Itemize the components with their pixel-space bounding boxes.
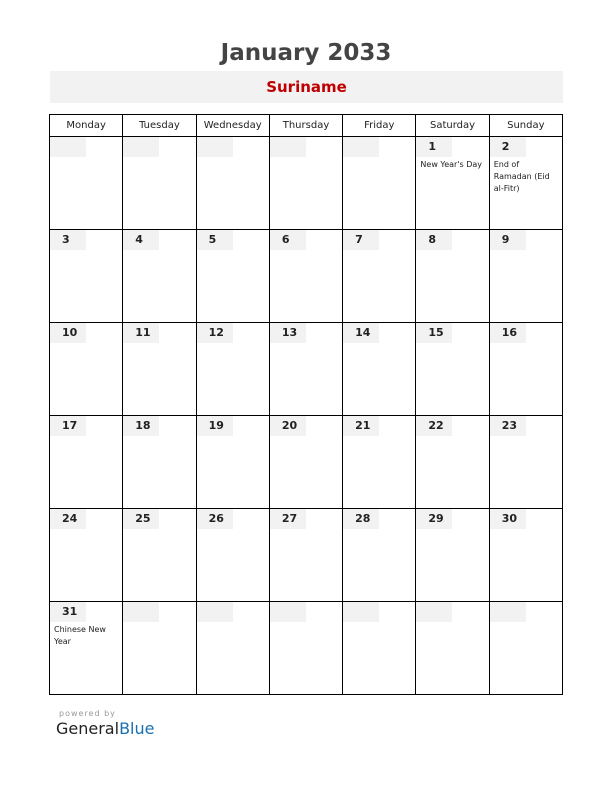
day-number: 22 bbox=[416, 416, 452, 436]
day-number: 30 bbox=[490, 509, 526, 529]
holiday-label: End of Ramadan (Eid al-Fitr) bbox=[493, 160, 550, 193]
calendar-week-row bbox=[50, 416, 563, 509]
weekday-monday: Monday bbox=[50, 115, 123, 137]
calendar-day-cell bbox=[343, 416, 416, 509]
day-number: 16 bbox=[490, 323, 526, 343]
calendar-week-row bbox=[50, 137, 563, 230]
day-number: 29 bbox=[416, 509, 452, 529]
day-number: 19 bbox=[197, 416, 233, 436]
day-number: 12 bbox=[197, 323, 233, 343]
day-number bbox=[123, 602, 159, 622]
calendar-day-cell bbox=[489, 230, 562, 323]
calendar-day-cell bbox=[50, 602, 123, 695]
calendar-week-row bbox=[50, 230, 563, 323]
calendar-day-cell bbox=[269, 509, 342, 602]
holiday-label: Chinese New Year bbox=[54, 625, 106, 646]
calendar-day-cell bbox=[416, 602, 489, 695]
page-title: January 2033 bbox=[220, 40, 392, 66]
brand-name bbox=[56, 719, 154, 738]
day-number: 21 bbox=[343, 416, 379, 436]
weekday-friday: Friday bbox=[343, 115, 416, 137]
calendar-day-cell bbox=[196, 137, 269, 230]
day-number: 5 bbox=[197, 230, 233, 250]
weekday-saturday: Saturday bbox=[416, 115, 489, 137]
calendar-day-cell bbox=[50, 137, 123, 230]
calendar-grid bbox=[49, 114, 563, 695]
calendar-day-cell bbox=[489, 323, 562, 416]
day-number: 26 bbox=[197, 509, 233, 529]
day-number: 2 bbox=[490, 137, 526, 157]
calendar-day-cell bbox=[50, 323, 123, 416]
day-number bbox=[270, 602, 306, 622]
day-number bbox=[343, 137, 379, 157]
calendar-day-cell bbox=[50, 509, 123, 602]
day-number: 23 bbox=[490, 416, 526, 436]
calendar-day-cell bbox=[489, 509, 562, 602]
calendar-day-cell bbox=[123, 137, 196, 230]
calendar-day-cell bbox=[269, 137, 342, 230]
day-number: 18 bbox=[123, 416, 159, 436]
calendar-day-cell bbox=[416, 323, 489, 416]
country-banner bbox=[50, 71, 563, 103]
calendar-day-cell bbox=[343, 323, 416, 416]
calendar-day-cell bbox=[269, 323, 342, 416]
calendar-day-cell bbox=[123, 323, 196, 416]
calendar-day-cell bbox=[269, 230, 342, 323]
calendar-day-cell bbox=[343, 137, 416, 230]
calendar-day-cell bbox=[123, 602, 196, 695]
calendar-day-cell bbox=[343, 230, 416, 323]
powered-by-text: powered by bbox=[59, 709, 116, 718]
day-number bbox=[197, 137, 233, 157]
calendar-day-cell bbox=[50, 416, 123, 509]
day-number: 9 bbox=[490, 230, 526, 250]
day-number bbox=[270, 137, 306, 157]
calendar-day-cell bbox=[269, 416, 342, 509]
day-number bbox=[197, 602, 233, 622]
day-number: 27 bbox=[270, 509, 306, 529]
calendar-day-cell bbox=[123, 230, 196, 323]
day-number bbox=[416, 602, 452, 622]
calendar-day-cell bbox=[123, 509, 196, 602]
weekday-thursday: Thursday bbox=[269, 115, 342, 137]
day-number bbox=[123, 137, 159, 157]
calendar-day-cell bbox=[123, 416, 196, 509]
calendar-week-row bbox=[50, 602, 563, 695]
day-number: 7 bbox=[343, 230, 379, 250]
calendar-day-cell bbox=[489, 137, 562, 230]
calendar-day-cell bbox=[269, 602, 342, 695]
calendar-day-cell bbox=[416, 509, 489, 602]
calendar-day-cell bbox=[343, 509, 416, 602]
holiday-label: New Year's Day bbox=[420, 160, 483, 169]
calendar-day-cell bbox=[416, 230, 489, 323]
calendar-day-cell bbox=[196, 416, 269, 509]
day-number: 8 bbox=[416, 230, 452, 250]
calendar-day-cell bbox=[196, 509, 269, 602]
calendar-day-cell bbox=[50, 230, 123, 323]
day-number: 10 bbox=[50, 323, 86, 343]
calendar-day-cell bbox=[416, 416, 489, 509]
day-number: 31 bbox=[50, 602, 86, 622]
calendar-day-cell bbox=[196, 602, 269, 695]
day-number: 3 bbox=[50, 230, 86, 250]
day-number: 28 bbox=[343, 509, 379, 529]
day-number: 1 bbox=[416, 137, 452, 157]
weekday-header-row bbox=[50, 115, 563, 137]
brand-blue: Blue bbox=[119, 719, 155, 738]
day-number bbox=[50, 137, 86, 157]
calendar-week-row bbox=[50, 509, 563, 602]
calendar-day-cell bbox=[196, 323, 269, 416]
day-number: 11 bbox=[123, 323, 159, 343]
weekday-sunday: Sunday bbox=[489, 115, 562, 137]
calendar-day-cell bbox=[416, 137, 489, 230]
brand-logo bbox=[56, 709, 154, 738]
day-number bbox=[343, 602, 379, 622]
day-number: 17 bbox=[50, 416, 86, 436]
day-number: 24 bbox=[50, 509, 86, 529]
day-number: 15 bbox=[416, 323, 452, 343]
calendar-day-cell bbox=[489, 416, 562, 509]
day-number: 4 bbox=[123, 230, 159, 250]
day-number: 6 bbox=[270, 230, 306, 250]
calendar-day-cell bbox=[196, 230, 269, 323]
country-name: Suriname bbox=[266, 78, 347, 96]
day-number: 20 bbox=[270, 416, 306, 436]
calendar-day-cell bbox=[343, 602, 416, 695]
day-number: 13 bbox=[270, 323, 306, 343]
brand-general: General bbox=[56, 719, 120, 738]
weekday-tuesday: Tuesday bbox=[123, 115, 196, 137]
day-number bbox=[490, 602, 526, 622]
calendar-week-row bbox=[50, 323, 563, 416]
day-number: 25 bbox=[123, 509, 159, 529]
day-number: 14 bbox=[343, 323, 379, 343]
calendar-day-cell bbox=[489, 602, 562, 695]
weekday-wednesday: Wednesday bbox=[196, 115, 269, 137]
